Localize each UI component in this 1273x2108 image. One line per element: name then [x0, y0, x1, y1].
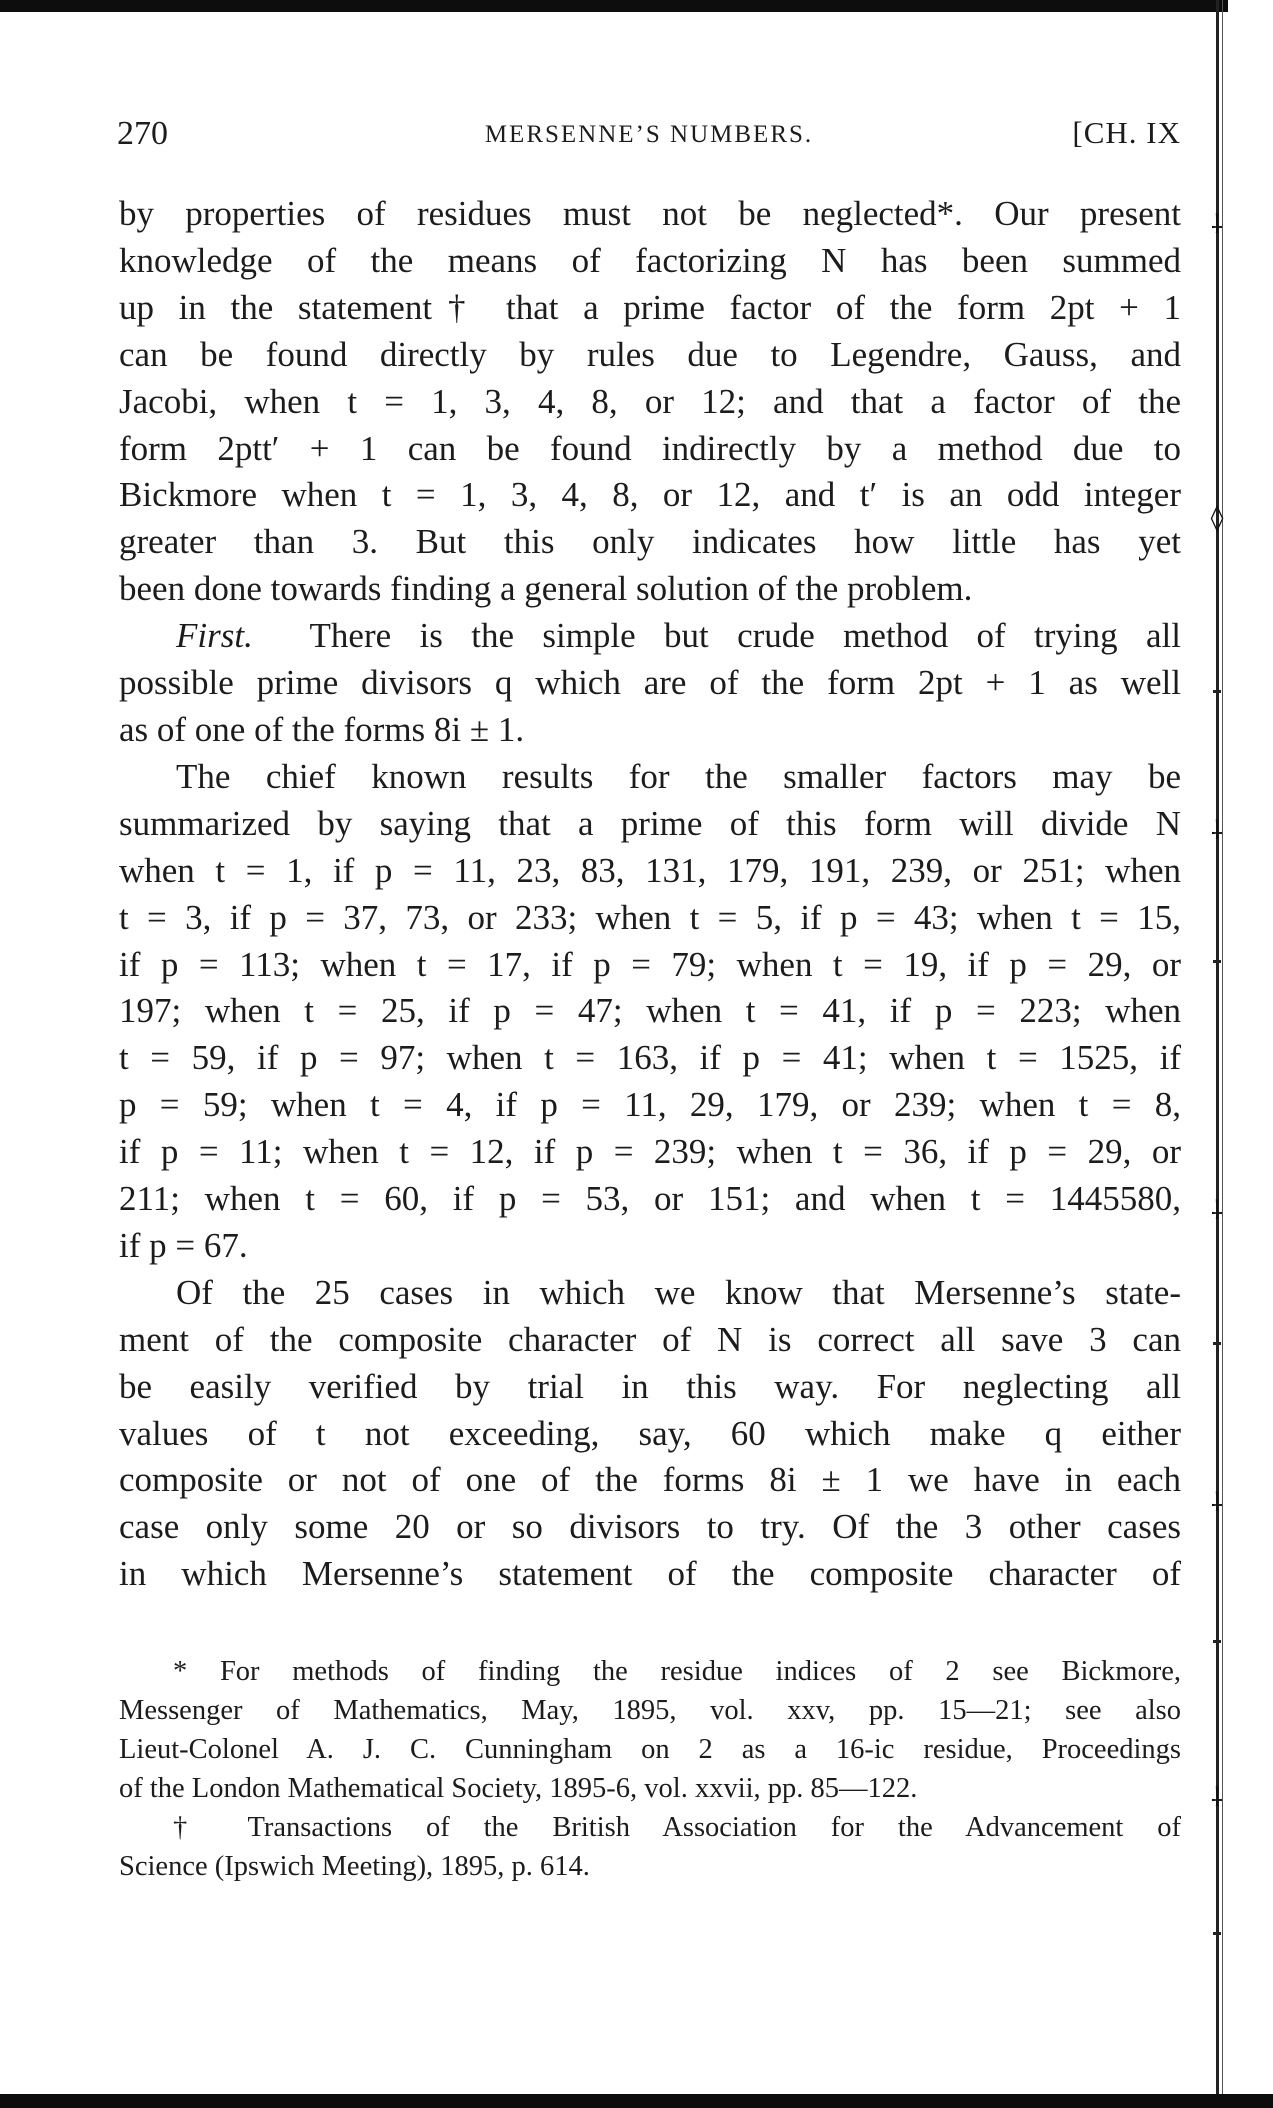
binding-mark-icon: ⸸	[1210, 1488, 1224, 1518]
paragraph-4	[119, 1270, 1181, 1598]
text-line	[119, 613, 1181, 660]
page-number: 270	[117, 115, 168, 152]
footnote-line: Lieut-Colonel A. J. C. Cunningham on 2 as a 16-ic residue, Proceedings	[119, 1734, 1181, 1765]
page-header	[117, 115, 1181, 159]
text-line: t = 3, if p = 37, 73, or 233; when t = 5, if p = 43; when t = 15,	[119, 897, 1181, 937]
text-line: up in the statement† that a prime factor of the form 2pt + 1	[119, 287, 1181, 327]
text-line: can be found directly by rules due to Legendre, Gauss, and	[119, 334, 1181, 374]
footnote-line: * For methods of finding the residue indices of 2 see Bickmore,	[173, 1656, 1181, 1687]
text-line: Jacobi, when t = 1, 3, 4, 8, or 12; and that a factor of the	[119, 381, 1181, 421]
text-line: composite or not of one of the forms 8i ± 1 we have in each	[119, 1460, 1181, 1500]
text-line: if p = 113; when t = 17, if p = 79; when t = 19, if p = 29, or	[119, 944, 1181, 984]
binding-tick	[1213, 1932, 1221, 1935]
binding-tick	[1213, 960, 1221, 963]
footnotes	[119, 1652, 1181, 1886]
text-line: if p = 67.	[119, 1225, 248, 1265]
text-line: p = 59; when t = 4, if p = 11, 29, 179, or 239; when t = 8,	[119, 1085, 1181, 1125]
text-line: case only some 20 or so divisors to try. Of the 3 other cases	[119, 1507, 1181, 1547]
footnote-line: Science (Ipswich Meeting), 1895, p. 614.	[119, 1851, 590, 1882]
text-line: summarized by saying that a prime of this form will divide N	[119, 803, 1181, 843]
binding-mark-icon: ⸸	[1210, 1783, 1224, 1813]
binding-tick	[1213, 690, 1221, 693]
text-line: 211; when t = 60, if p = 53, or 151; and when t = 1445580,	[119, 1179, 1181, 1219]
footnote-line: Messenger of Mathematics, May, 1895, vol. xxv, pp. 15—21; see also	[119, 1695, 1181, 1726]
chapter-reference: [CH. IX	[1072, 115, 1181, 150]
section-lead: First.	[176, 616, 253, 656]
text-line: be easily verified by trial in this way. For neglecting all	[119, 1366, 1181, 1406]
paragraph-3	[119, 754, 1181, 1270]
top-border	[0, 0, 1228, 12]
text-line: when t = 1, if p = 11, 23, 83, 131, 179, 191, 239, or 251; when	[119, 850, 1181, 890]
text-line: knowledge of the means of factorizing N has been summed	[119, 240, 1181, 280]
paragraph-2	[119, 613, 1181, 754]
footnote-1	[119, 1652, 1181, 1808]
binding-mark-icon: ⸸	[1210, 1196, 1224, 1226]
binding-mark-icon: ◊	[1210, 503, 1224, 533]
text-line: greater than 3. But this only indicates how little has yet	[119, 522, 1181, 562]
text-line: in which Mersenne’s statement of the composite character of	[119, 1554, 1181, 1594]
text-line: Bickmore when t = 1, 3, 4, 8, or 12, and t′ is an odd integer	[119, 475, 1181, 515]
footnote-line: of the London Mathematical Society, 1895-6, vol. xxvii, pp. 85—122.	[119, 1773, 918, 1804]
binding-tick	[1213, 1342, 1221, 1345]
text-line: ment of the composite character of N is correct all save 3 can	[119, 1319, 1181, 1359]
text-fragment: There is the simple but crude method of trying all	[309, 616, 1181, 656]
text-line: possible prime divisors q which are of the form 2pt + 1 as well	[119, 663, 1181, 703]
text-line: The chief known results for the smaller factors may be	[176, 756, 1181, 796]
footnote-2	[119, 1808, 1181, 1886]
running-title: MERSENNE’S NUMBERS.	[484, 121, 814, 148]
footnote-line: † Transactions of the British Association for the Advancement of	[173, 1812, 1181, 1843]
text-line: 197; when t = 25, if p = 47; when t = 41, if p = 223; when	[119, 991, 1181, 1031]
paragraph-1	[119, 191, 1181, 613]
text-line: t = 59, if p = 97; when t = 163, if p = 41; when t = 1525, if	[119, 1038, 1181, 1078]
bottom-border	[0, 2094, 1273, 2108]
text-line: as of one of the forms 8i ± 1.	[119, 709, 525, 749]
text-line: by properties of residues must not be neglected*. Our present	[119, 194, 1181, 233]
binding-tick	[1213, 1640, 1221, 1643]
text-line: if p = 11; when t = 12, if p = 239; when t = 36, if p = 29, or	[119, 1132, 1181, 1172]
text-line: values of t not exceeding, say, 60 which make q either	[119, 1413, 1181, 1453]
text-line: Of the 25 cases in which we know that Mersenne’s state-	[176, 1272, 1181, 1312]
body-text	[119, 191, 1181, 1598]
binding-mark-icon: ⸸	[1210, 210, 1224, 240]
text-line: form 2ptt′ + 1 can be found indirectly by a method due to	[119, 428, 1181, 468]
binding-mark-icon: ⸸	[1210, 816, 1224, 846]
text-line: been done towards finding a general solution of the problem.	[119, 569, 973, 609]
